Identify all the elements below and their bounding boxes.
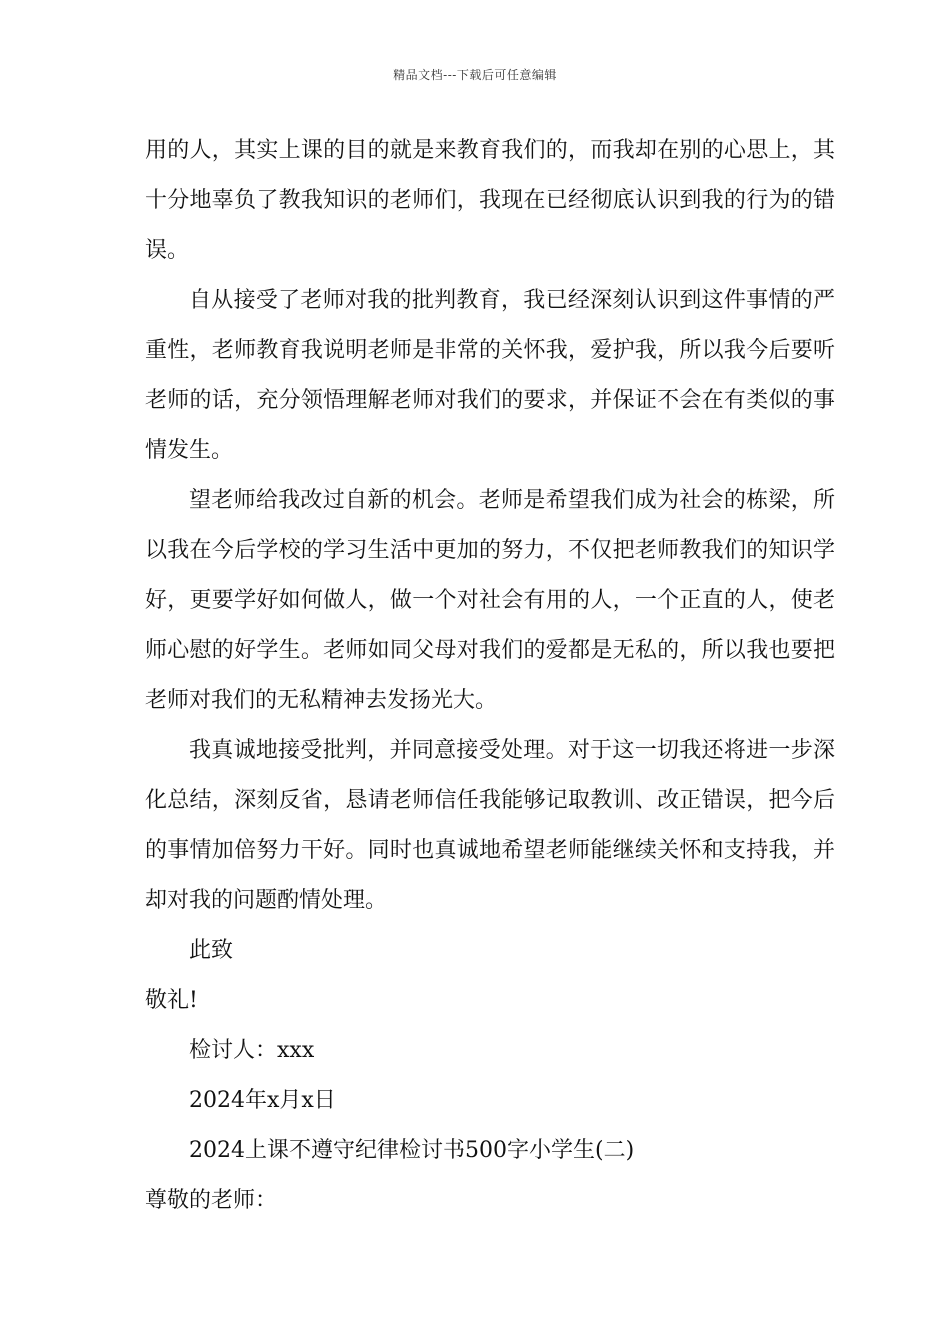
paragraph-3: 望老师给我改过自新的机会。老师是希望我们成为社会的栋梁，所以我在今后学校的学习生活中更加的努力，不仅把老师教我们的知识学好，更要学好如何做人，做一个对社会有用的人，一个正直的人，使老师心慰的好学生。老师如同父母对我们的爱都是无私的，所以我也要把老师对我们的无私精神去发扬光大。 (145, 488, 835, 713)
salutation-line: 尊敬的老师： (145, 1188, 278, 1213)
paragraph-1: 用的人，其实上课的目的就是来教育我们的，而我却在别的心思上，其十分地辜负了教我知识的老师们，我现在已经彻底认识到我的行为的错误。 (145, 138, 835, 263)
author-line: 检讨人：xxx (189, 1038, 315, 1063)
page-header: 精品文档---下载后可任意编辑 (393, 68, 557, 82)
document-body (145, 126, 835, 1226)
paragraph-4: 我真诚地接受批判，并同意接受处理。对于这一切我还将进一步深化总结，深刻反省，恳请老师信任我能够记取教训、改正错误，把今后的事情加倍努力干好。同时也真诚地希望老师能继续关怀和支持我，并却对我的问题酌情处理。 (145, 738, 835, 913)
next-section-title: 2024上课不遵守纪律检讨书500字小学生(二) (189, 1138, 635, 1163)
date-line: 2024年x月x日 (189, 1088, 336, 1113)
closing-jingli: 敬礼! (145, 988, 198, 1013)
closing-cizhi: 此致 (189, 938, 234, 963)
paragraph-2: 自从接受了老师对我的批判教育，我已经深刻认识到这件事情的严重性，老师教育我说明老师是非常的关怀我，爱护我，所以我今后要听老师的话，充分领悟理解老师对我们的要求，并保证不会在有类似的事情发生。 (145, 288, 835, 463)
